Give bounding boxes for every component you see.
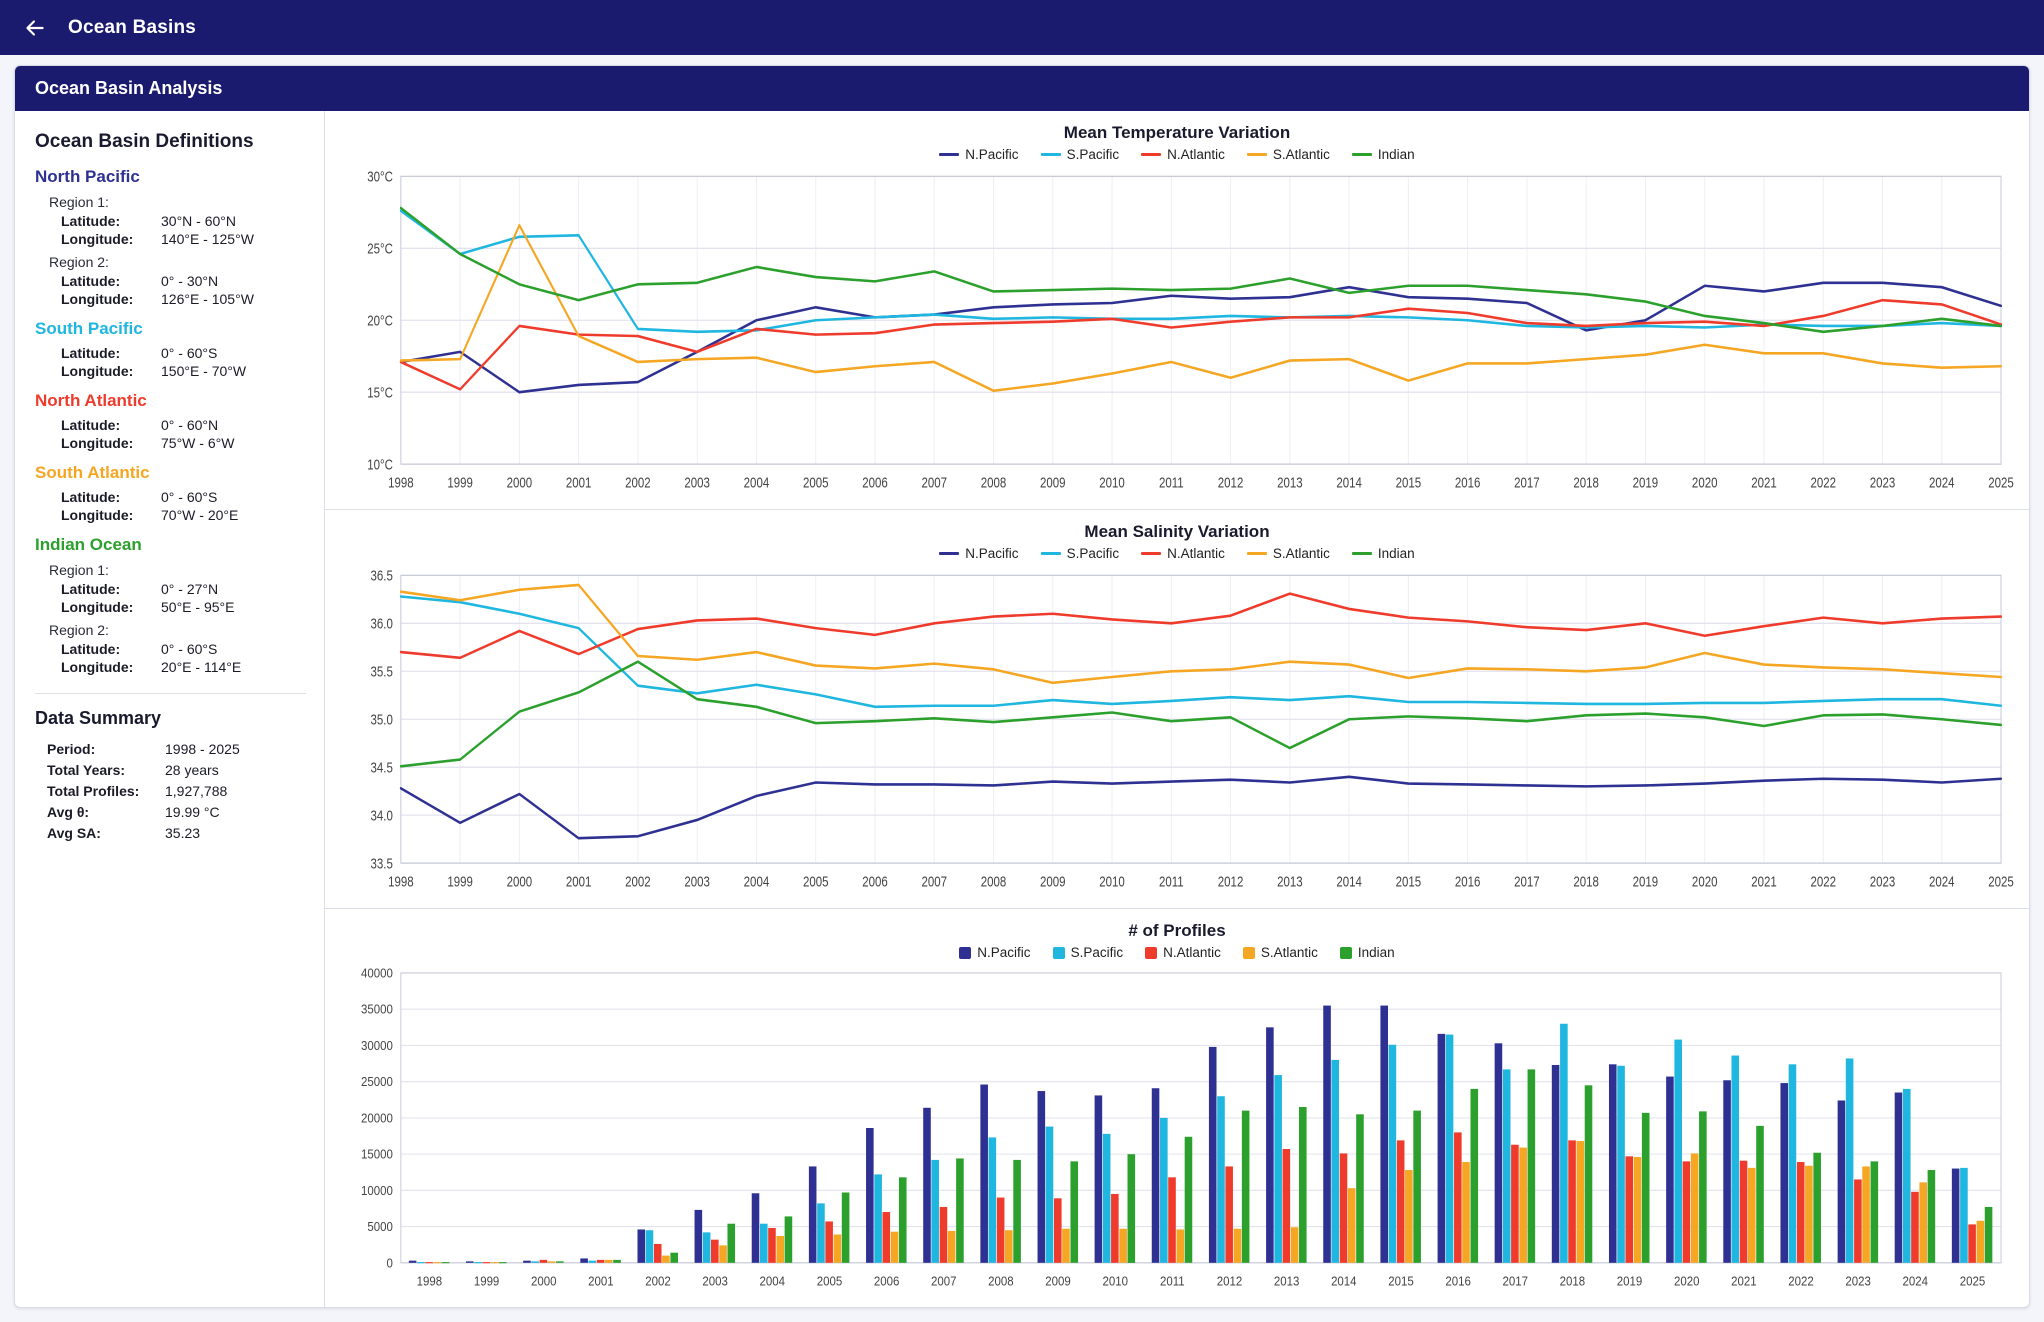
svg-text:2018: 2018	[1573, 872, 1599, 890]
svg-text:2020: 2020	[1691, 872, 1718, 890]
svg-text:2020: 2020	[1673, 1273, 1700, 1289]
legend-item[interactable]	[1041, 546, 1120, 561]
legend-label: N.Pacific	[977, 945, 1031, 960]
summary-value: 1998 - 2025	[165, 741, 240, 757]
legend-item[interactable]	[1247, 147, 1330, 162]
basin-coordinate-row	[61, 435, 306, 451]
svg-text:2020: 2020	[1691, 473, 1718, 491]
legend-label: N.Pacific	[965, 147, 1019, 162]
salinity-chart-title: Mean Salinity Variation	[1084, 522, 1270, 541]
basin-definitions-list	[35, 167, 306, 675]
svg-text:2013: 2013	[1277, 473, 1303, 491]
summary-key: Avg SA:	[47, 825, 101, 841]
svg-text:0: 0	[386, 1255, 393, 1271]
svg-text:2016: 2016	[1454, 473, 1481, 491]
coordinate-value: 20°E - 114°E	[161, 659, 242, 675]
summary-key: Period:	[47, 741, 96, 757]
coordinate-key: Longitude:	[61, 231, 134, 247]
salinity-chart-panel	[325, 510, 2029, 909]
summary-value: 19.99 °C	[165, 804, 220, 820]
summary-row	[47, 804, 306, 820]
basin-name: North Atlantic	[35, 391, 147, 410]
svg-text:2012: 2012	[1217, 473, 1244, 491]
basin-coordinate-row	[61, 581, 306, 597]
basin-region-label: Region 1:	[49, 194, 109, 210]
back-arrow-icon[interactable]	[22, 15, 48, 41]
svg-text:2024: 2024	[1929, 872, 1955, 890]
summary-row	[47, 762, 306, 778]
svg-text:35.0: 35.0	[370, 710, 393, 728]
legend-label: Indian	[1357, 945, 1395, 960]
legend-line-icon	[1247, 153, 1267, 156]
legend-item[interactable]	[1247, 546, 1330, 561]
svg-text:2013: 2013	[1273, 1273, 1300, 1289]
coordinate-value: 0° - 60°S	[161, 489, 218, 505]
legend-swatch-icon	[1243, 947, 1255, 959]
svg-text:2002: 2002	[625, 473, 651, 491]
svg-text:2017: 2017	[1514, 872, 1540, 890]
basin-region-label: Region 1:	[49, 562, 109, 578]
svg-text:2016: 2016	[1454, 872, 1481, 890]
charts-column	[325, 111, 2029, 1307]
legend-swatch-icon	[1340, 947, 1352, 959]
basin-name: South Pacific	[35, 319, 143, 338]
svg-text:2011: 2011	[1158, 473, 1184, 491]
legend-line-icon	[939, 153, 959, 156]
page-title: Ocean Basins	[68, 16, 197, 38]
summary-key: Total Years:	[47, 762, 126, 778]
svg-text:2001: 2001	[565, 872, 592, 890]
legend-label: Indian	[1377, 147, 1415, 162]
legend-item[interactable]	[1352, 147, 1415, 162]
profiles-chart-legend	[339, 945, 2015, 960]
svg-text:2010: 2010	[1099, 872, 1125, 890]
legend-item[interactable]	[1145, 945, 1221, 960]
coordinate-key: Latitude:	[61, 345, 121, 361]
svg-text:10000: 10000	[361, 1183, 393, 1199]
coordinate-value: 140°E - 125°W	[161, 231, 254, 247]
legend-line-icon	[939, 552, 959, 555]
svg-text:33.5: 33.5	[370, 854, 393, 872]
basin-coordinate-row	[61, 363, 306, 379]
coordinate-value: 150°E - 70°W	[161, 363, 247, 379]
basin-coordinate-row	[61, 291, 306, 307]
coordinate-value: 126°E - 105°W	[161, 291, 254, 307]
legend-item[interactable]	[1041, 147, 1120, 162]
svg-text:2014: 2014	[1336, 473, 1362, 491]
summary-row	[47, 741, 306, 757]
legend-item[interactable]	[1243, 945, 1318, 960]
svg-text:36.5: 36.5	[370, 567, 393, 584]
legend-item[interactable]	[1352, 546, 1415, 561]
coordinate-key: Longitude:	[61, 363, 134, 379]
svg-text:2003: 2003	[684, 872, 710, 890]
svg-text:2022: 2022	[1810, 872, 1836, 890]
svg-text:1999: 1999	[447, 872, 473, 890]
svg-text:2003: 2003	[684, 473, 710, 491]
legend-line-icon	[1041, 552, 1061, 555]
summary-value: 1,927,788	[165, 783, 228, 799]
svg-text:2004: 2004	[743, 872, 770, 890]
card-body	[15, 111, 2029, 1307]
legend-swatch-icon	[1145, 947, 1157, 959]
legend-swatch-icon	[1053, 947, 1065, 959]
svg-text:34.5: 34.5	[370, 758, 393, 776]
legend-label: S.Pacific	[1066, 147, 1120, 162]
svg-text:2003: 2003	[702, 1273, 728, 1289]
svg-text:1998: 1998	[388, 473, 414, 491]
temperature-chart-title: Mean Temperature Variation	[1063, 123, 1291, 142]
coordinate-key: Latitude:	[61, 417, 121, 433]
coordinate-key: Latitude:	[61, 581, 121, 597]
summary-key: Total Profiles:	[47, 783, 140, 799]
svg-text:30000: 30000	[361, 1038, 393, 1054]
svg-text:2024: 2024	[1902, 1273, 1929, 1289]
svg-text:2016: 2016	[1445, 1273, 1471, 1289]
svg-text:1998: 1998	[388, 872, 414, 890]
coordinate-key: Latitude:	[61, 489, 121, 505]
svg-text:2004: 2004	[759, 1273, 786, 1289]
svg-text:1999: 1999	[447, 473, 473, 491]
legend-item[interactable]	[939, 147, 1018, 162]
coordinate-key: Longitude:	[61, 599, 134, 615]
svg-text:25000: 25000	[361, 1074, 393, 1090]
svg-text:2007: 2007	[921, 872, 948, 890]
svg-text:15°C: 15°C	[367, 383, 393, 401]
svg-text:2025: 2025	[1959, 1273, 1986, 1289]
svg-text:20°C: 20°C	[367, 311, 393, 329]
svg-text:2024: 2024	[1929, 473, 1955, 491]
svg-text:2022: 2022	[1810, 473, 1836, 491]
svg-text:2011: 2011	[1158, 872, 1184, 890]
temperature-chart-panel	[325, 111, 2029, 510]
svg-text:2005: 2005	[802, 872, 829, 890]
svg-text:34.0: 34.0	[370, 806, 393, 824]
svg-text:2015: 2015	[1395, 473, 1422, 491]
legend-item[interactable]	[1141, 147, 1225, 162]
legend-line-icon	[1247, 552, 1267, 555]
svg-text:2021: 2021	[1751, 872, 1777, 890]
svg-text:30°C: 30°C	[367, 168, 393, 185]
coordinate-key: Latitude:	[61, 273, 121, 289]
basin-region-label: Region 2:	[49, 622, 109, 638]
legend-label: N.Atlantic	[1163, 945, 1221, 960]
svg-text:2007: 2007	[921, 473, 948, 491]
sidebar	[15, 111, 325, 1307]
legend-label: N.Atlantic	[1167, 147, 1225, 162]
coordinate-value: 30°N - 60°N	[161, 213, 237, 229]
svg-text:25°C: 25°C	[367, 240, 393, 257]
coordinate-value: 0° - 27°N	[161, 581, 219, 597]
svg-text:2006: 2006	[862, 872, 888, 890]
legend-label: N.Atlantic	[1167, 546, 1225, 561]
basin-coordinate-row	[61, 345, 306, 361]
svg-text:2006: 2006	[862, 473, 888, 491]
profiles-chart-plot	[339, 964, 2015, 1301]
svg-text:2007: 2007	[931, 1273, 957, 1289]
svg-text:2008: 2008	[988, 1273, 1014, 1289]
svg-text:2023: 2023	[1845, 1273, 1871, 1289]
legend-swatch-icon	[959, 947, 971, 959]
svg-text:2010: 2010	[1102, 1273, 1128, 1289]
basin-coordinate-row	[61, 417, 306, 433]
legend-label: Indian	[1377, 546, 1415, 561]
basin-coordinate-row	[61, 507, 306, 523]
svg-text:2012: 2012	[1217, 872, 1244, 890]
svg-text:2000: 2000	[506, 473, 533, 491]
basin-coordinate-row	[61, 231, 306, 247]
legend-item[interactable]	[939, 546, 1018, 561]
basin-coordinate-row	[61, 659, 306, 675]
data-summary-list	[35, 741, 306, 841]
svg-text:2018: 2018	[1559, 1273, 1586, 1289]
legend-label: S.Atlantic	[1272, 147, 1330, 162]
coordinate-value: 50°E - 95°E	[161, 599, 235, 615]
svg-text:2000: 2000	[530, 1273, 557, 1289]
coordinate-value: 70°W - 20°E	[161, 507, 239, 523]
svg-text:35000: 35000	[361, 1002, 393, 1017]
legend-item[interactable]	[959, 945, 1030, 960]
svg-text:2019: 2019	[1616, 1273, 1643, 1289]
svg-text:2011: 2011	[1160, 1273, 1185, 1289]
svg-text:40000: 40000	[361, 965, 393, 981]
svg-text:2013: 2013	[1277, 872, 1303, 890]
svg-text:2010: 2010	[1099, 473, 1125, 491]
coordinate-key: Latitude:	[61, 641, 121, 657]
svg-text:2004: 2004	[743, 473, 770, 491]
basin-coordinate-row	[61, 489, 306, 505]
salinity-chart-plot	[339, 565, 2015, 902]
coordinate-key: Latitude:	[61, 213, 121, 229]
summary-row	[47, 783, 306, 799]
svg-text:36.0: 36.0	[370, 615, 393, 632]
coordinate-key: Longitude:	[61, 659, 134, 675]
svg-text:2022: 2022	[1788, 1273, 1814, 1289]
summary-value: 35.23	[165, 825, 201, 841]
coordinate-key: Longitude:	[61, 435, 134, 451]
legend-label: N.Pacific	[965, 546, 1019, 561]
coordinate-value: 0° - 60°S	[161, 345, 218, 361]
svg-text:2014: 2014	[1331, 1273, 1357, 1289]
svg-text:20000: 20000	[361, 1110, 393, 1126]
svg-text:2015: 2015	[1395, 872, 1422, 890]
svg-text:2005: 2005	[802, 473, 829, 491]
basin-coordinate-row	[61, 641, 306, 657]
svg-text:10°C: 10°C	[367, 455, 393, 473]
svg-text:2021: 2021	[1751, 473, 1777, 491]
svg-text:2023: 2023	[1869, 473, 1896, 491]
coordinate-value: 0° - 60°N	[161, 417, 219, 433]
svg-text:2006: 2006	[873, 1273, 900, 1289]
svg-text:2001: 2001	[565, 473, 592, 491]
svg-text:2000: 2000	[506, 872, 533, 890]
svg-text:2025: 2025	[1988, 872, 2014, 890]
sidebar-divider	[35, 693, 306, 694]
legend-label: S.Pacific	[1066, 546, 1120, 561]
salinity-chart-legend	[339, 546, 2015, 561]
basin-region-label: Region 2:	[49, 254, 109, 270]
svg-text:2025: 2025	[1988, 473, 2014, 491]
svg-text:2002: 2002	[625, 872, 651, 890]
legend-item[interactable]	[1141, 546, 1225, 561]
svg-text:2019: 2019	[1632, 473, 1659, 491]
data-summary-heading: Data Summary	[35, 708, 162, 728]
temperature-chart-plot	[339, 166, 2015, 503]
legend-line-icon	[1041, 153, 1061, 156]
profiles-chart-panel	[325, 909, 2029, 1307]
basin-coordinate-row	[61, 599, 306, 615]
legend-label: S.Pacific	[1070, 945, 1124, 960]
legend-item[interactable]	[1053, 945, 1124, 960]
svg-text:2009: 2009	[1040, 872, 1066, 890]
top-bar	[0, 0, 2044, 55]
svg-text:35.5: 35.5	[370, 663, 393, 680]
coordinate-value: 75°W - 6°W	[161, 435, 235, 451]
legend-item[interactable]	[1340, 945, 1395, 960]
legend-line-icon	[1141, 153, 1161, 156]
svg-text:2015: 2015	[1388, 1273, 1414, 1289]
summary-key: Avg θ:	[47, 804, 90, 820]
basin-coordinate-row	[61, 273, 306, 289]
basin-name: North Pacific	[35, 167, 140, 186]
legend-label: S.Atlantic	[1272, 546, 1330, 561]
legend-line-icon	[1141, 552, 1161, 555]
basin-coordinate-row	[61, 213, 306, 229]
card-header-title: Ocean Basin Analysis	[15, 66, 2029, 111]
svg-text:15000: 15000	[361, 1146, 393, 1162]
analysis-card	[14, 65, 2030, 1308]
coordinate-key: Longitude:	[61, 507, 134, 523]
definitions-heading: Ocean Basin Definitions	[35, 131, 254, 152]
svg-text:2001: 2001	[588, 1273, 614, 1289]
svg-text:2017: 2017	[1502, 1273, 1529, 1289]
svg-text:2018: 2018	[1573, 473, 1599, 491]
summary-value: 28 years	[165, 762, 219, 778]
svg-text:2005: 2005	[816, 1273, 843, 1289]
svg-text:2008: 2008	[980, 473, 1007, 491]
svg-text:2009: 2009	[1045, 1273, 1071, 1289]
svg-text:1998: 1998	[416, 1273, 443, 1289]
basin-name: South Atlantic	[35, 463, 150, 482]
profiles-chart-title: # of Profiles	[1128, 921, 1226, 940]
svg-text:2002: 2002	[645, 1273, 671, 1289]
legend-line-icon	[1352, 552, 1372, 555]
svg-text:2009: 2009	[1040, 473, 1066, 491]
coordinate-key: Longitude:	[61, 291, 134, 307]
summary-row	[47, 825, 306, 841]
coordinate-value: 0° - 60°S	[161, 641, 218, 657]
svg-text:2017: 2017	[1514, 473, 1540, 491]
svg-text:2012: 2012	[1216, 1273, 1243, 1289]
legend-label: S.Atlantic	[1260, 945, 1318, 960]
temperature-chart-legend	[339, 147, 2015, 162]
coordinate-value: 0° - 30°N	[161, 273, 219, 289]
svg-text:2023: 2023	[1869, 872, 1896, 890]
svg-text:2008: 2008	[980, 872, 1007, 890]
basin-name: Indian Ocean	[35, 535, 142, 554]
svg-text:2019: 2019	[1632, 872, 1659, 890]
svg-text:5000: 5000	[367, 1219, 393, 1235]
legend-line-icon	[1352, 153, 1372, 156]
svg-text:2021: 2021	[1731, 1273, 1757, 1289]
svg-text:2014: 2014	[1336, 872, 1362, 890]
svg-text:1999: 1999	[473, 1273, 500, 1289]
